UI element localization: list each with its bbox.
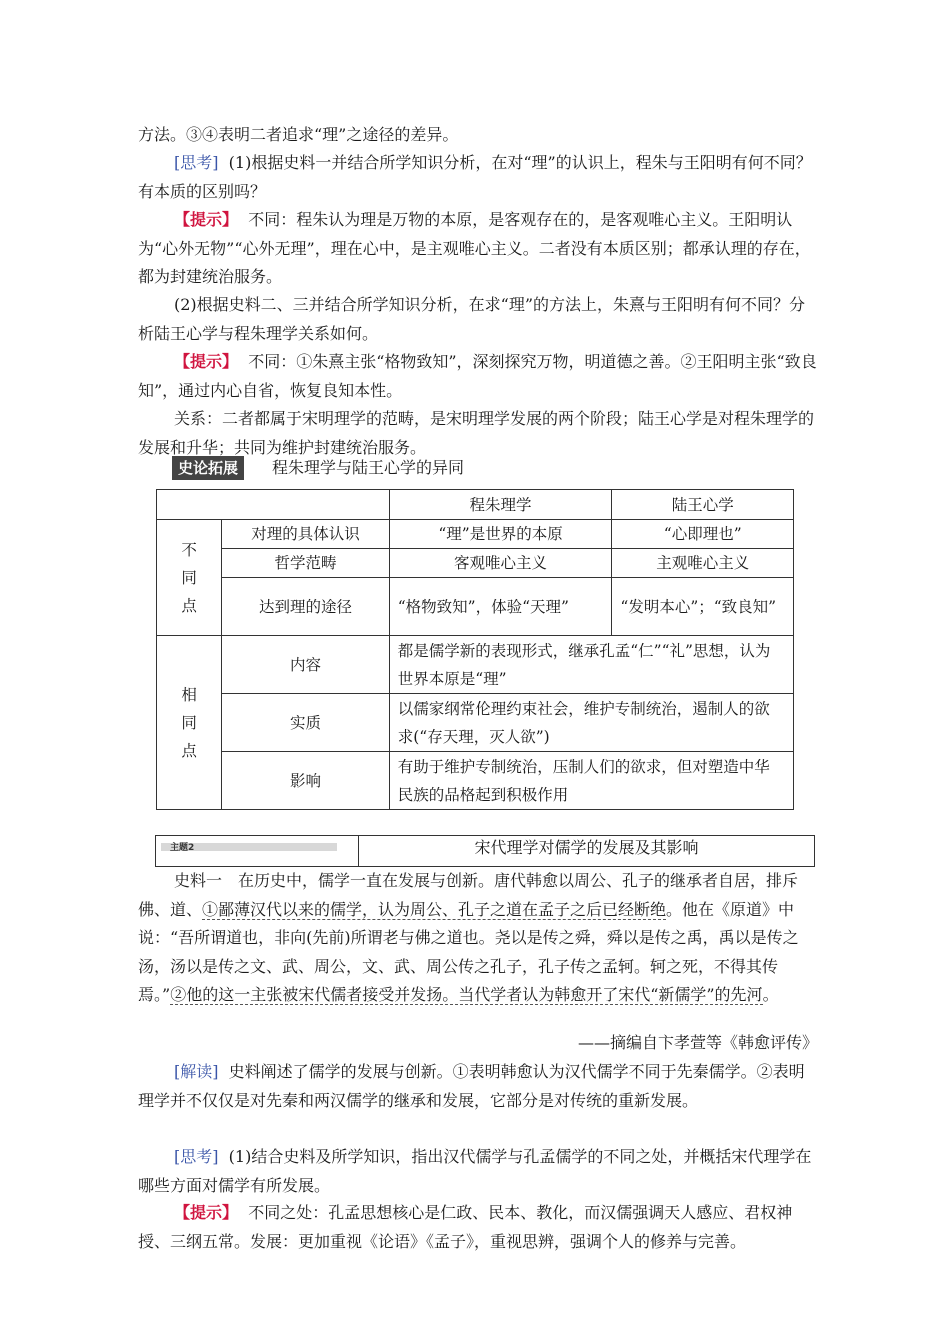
source-citation: ——摘编自卞孝萱等《韩愈评传》 bbox=[577, 1033, 818, 1052]
diff-label: 不同点 bbox=[157, 520, 222, 636]
source-text: 。 bbox=[762, 985, 779, 1004]
hint-text: 不同：①朱熹主张“格物致知”，深刻探究万物，明道德之善。②王阳明主张“致良知”，通过内心自省，恢复良知本性。 bbox=[138, 352, 817, 400]
table-corner bbox=[157, 490, 390, 520]
table-cell: 以儒家纲常伦理约束社会，维护专制统治，遏制人的欲求(“存天理，灭人欲”) bbox=[389, 694, 793, 752]
source-text: 。他在《原道》中说：“吾所谓道也，非向(先前)所谓老与佛之道也。尧以是传之舜，舜以是传之禹，禹以是传之汤，汤以是传之文、武、周公，文、武、周公传之孔子，孔子传之孟轲。轲之死，不得其传焉。” bbox=[138, 899, 799, 1004]
relation-paragraph: 关系：二者都属于宋明理学的范畴，是宋明理学发展的两个阶段；陆王心学是对程朱理学的发展和升华；共同为维护封建统治服务。 bbox=[138, 409, 815, 457]
question-2: (2)根据史料二、三并结合所学知识分析，在求“理”的方法上，朱熹与王阳明有何不同？分析陆王心学与程朱理学关系如何。 bbox=[138, 295, 806, 343]
theme-label-box bbox=[156, 836, 359, 866]
table-cell-item: 实质 bbox=[222, 694, 390, 752]
read-text: 史料阐述了儒学的发展与创新。①表明韩愈认为汉代儒学不同于先秦儒学。②表明理学并不仅仅是对先秦和两汉儒学的继承和发展，它部分是对传统的重新发展。 bbox=[138, 1062, 805, 1110]
think-text: (1)结合史料及所学知识，指出汉代儒学与孔孟儒学的不同之处，并概括宋代理学在哪些方面对儒学有所发展。 bbox=[138, 1147, 812, 1195]
table-cell-item: 内容 bbox=[222, 636, 390, 694]
table-header-cheng-zhu: 程朱理学 bbox=[389, 490, 612, 520]
hint-label: 【提示】 bbox=[174, 210, 239, 229]
extension-title: 程朱理学与陆王心学的异同 bbox=[272, 458, 465, 477]
interpretation bbox=[138, 1058, 818, 1115]
hint-label: 【提示】 bbox=[174, 352, 239, 371]
table-cell: “格物致知”，体验“天理” bbox=[389, 578, 612, 636]
table-cell-item: 哲学范畴 bbox=[222, 549, 390, 578]
same-label: 相同点 bbox=[157, 636, 222, 810]
think-label: [思考] bbox=[174, 1147, 219, 1166]
hint-1 bbox=[138, 206, 818, 292]
table-cell: “理”是世界的本原 bbox=[389, 520, 612, 549]
source-underline-1: ①鄙薄汉代以来的儒学，认为周公、孔子之道在孟子之后已经断绝 bbox=[202, 899, 667, 919]
table-cell: 客观唯心主义 bbox=[389, 549, 612, 578]
extension-tag: 史论拓展 bbox=[172, 456, 244, 480]
theme-title: 宋代理学对儒学的发展及其影响 bbox=[474, 838, 699, 857]
table-cell-item: 对理的具体认识 bbox=[222, 520, 390, 549]
paragraph-p1: 方法。③④表明二者追求“理”之途径的差异。 bbox=[138, 125, 459, 144]
source-text: 史料一 在历史中，儒学一直在发展与创新。唐代韩愈以周公、孔子的继承者自居，排斥佛、道、 bbox=[138, 871, 799, 919]
comparison-table bbox=[156, 489, 794, 810]
table-cell-item: 影响 bbox=[222, 752, 390, 810]
table-header-lu-wang: 陆王心学 bbox=[612, 490, 794, 520]
think-text: (1)根据史料一并结合所学知识分析，在对“理”的认识上，程朱与王阳明有何不同？有本质的区别吗？ bbox=[138, 153, 812, 201]
table-cell-item: 达到理的途径 bbox=[222, 578, 390, 636]
table-cell: “发明本心”；“致良知” bbox=[612, 578, 794, 636]
hint-3 bbox=[138, 1199, 818, 1256]
table-cell: 主观唯心主义 bbox=[612, 549, 794, 578]
table-cell: 都是儒学新的表现形式，继承孔孟“仁”“礼”思想，认为世界本原是“理” bbox=[389, 636, 793, 694]
think-question-2 bbox=[138, 1143, 818, 1200]
read-label: [解读] bbox=[174, 1062, 219, 1081]
table-cell: “心即理也” bbox=[612, 520, 794, 549]
theme-header bbox=[155, 835, 815, 867]
hint-2 bbox=[138, 348, 818, 405]
hint-label: 【提示】 bbox=[174, 1203, 239, 1222]
think-label: [思考] bbox=[174, 153, 219, 172]
theme-label: 主题2 bbox=[170, 843, 195, 853]
source-underline-2: ②他的这一主张被宋代儒者接受并发扬。当代学者认为韩愈开了宋代“新儒学”的先河 bbox=[170, 985, 763, 1004]
hint-text: 不同之处：孔孟思想核心是仁政、民本、教化，而汉儒强调天人感应、君权神授、三纲五常。发展：更加重视《论语》《孟子》，重视思辨，强调个人的修养与完善。 bbox=[138, 1203, 793, 1251]
table-cell: 有助于维护专制统治，压制人们的欲求，但对塑造中华民族的品格起到积极作用 bbox=[389, 752, 793, 810]
hint-text: 不同：程朱认为理是万物的本原，是客观存在的，是客观唯心主义。王阳明认为“心外无物”“心外无理”，理在心中，是主观唯心主义。二者没有本质区别；都承认理的存在，都为封建统治服务。 bbox=[138, 210, 811, 286]
think-question-1 bbox=[138, 149, 818, 206]
source-1 bbox=[138, 867, 818, 1010]
